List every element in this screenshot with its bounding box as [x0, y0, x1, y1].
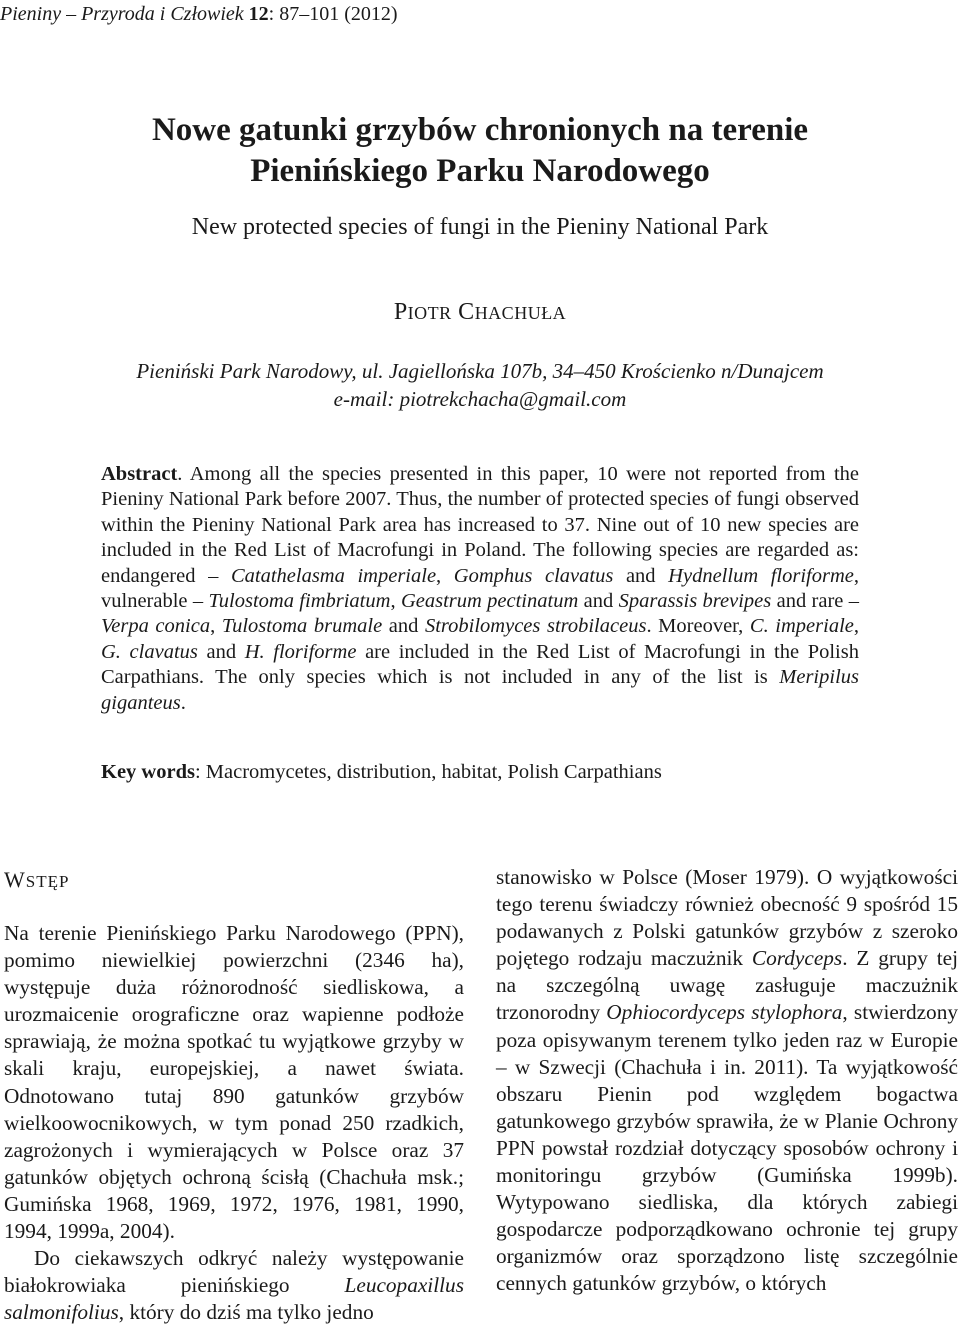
author-first-initial: P	[393, 299, 408, 325]
abstract-segment: , vulnerable –	[101, 564, 860, 613]
species-name: Hydnellum floriforme	[668, 564, 854, 587]
abstract-text	[101, 462, 859, 716]
paper-title-polish	[0, 110, 960, 192]
species-name: G. clavatus	[101, 640, 198, 663]
paragraph-segment: , który do dziś ma tylko jedno	[118, 1300, 374, 1325]
journal-pages-year: : 87–101 (2012)	[268, 3, 398, 25]
abstract-segment: and	[197, 640, 245, 663]
affiliation-address: Pieniński Park Narodowy, ul. Jagiellońska 107b, 34–450 Krościenko n/Dunajcem	[136, 359, 824, 383]
abstract-segment: and	[578, 590, 619, 613]
paragraph-segment: . Z grupy tej na szczególną uwagę zasługuje maczużnik trzonorodny	[496, 946, 959, 1025]
title-line-2: Pienińskiego Parku Narodowego	[250, 153, 710, 189]
journal-name: Pieniny – Przyroda i Człowiek	[0, 3, 244, 25]
author-name	[0, 297, 960, 328]
abstract-segment: and rare –	[771, 590, 860, 613]
journal-header	[0, 1, 960, 27]
paragraph-segment: stanowisko w Polsce (Moser 1979). O wyjątkowości tego terenu świadczy również obecność 9 spośród 15 podawanych z Polski gatunków grzybów z szeroko pojętego rodzaju maczużnik	[496, 865, 958, 971]
abstract-segment: .	[180, 691, 186, 714]
paper-title-english: New protected species of fungi in the Pieniny National Park	[191, 214, 769, 240]
species-name: Gomphus clavatus	[453, 564, 614, 587]
body-paragraph-1: Na terenie Pienińskiego Parku Narodowego (PPN), pomimo niewielkiej powierzchni (2346 ha), występuje duża różnorodność siedliskowa, a urozmaicenie orograficzne oraz wapienne podłoże sprawiają, że można spotkać tu wyjątkowe grzyby w skali kraju, europejskiej, a nawet świata. Odnotowano tutaj 890 gatunków grzybów wielkoowocnikowych, w tym ponad 250 rzadkich, zagrożonych i wymierających w Polsce oraz 37 gatunków objętych ochroną ścisłą (Chachuła msk.; Gumińska 1968, 1969, 1972, 1976, 1981, 1990, 1994, 1999a, 2004).	[4, 921, 464, 1244]
species-name: Leucopaxillus salmonifolius	[4, 1273, 464, 1325]
body-column-right	[496, 864, 958, 1298]
journal-volume: 12	[248, 3, 269, 25]
abstract-segment: . Among all the species presented in this paper, 10 were not reported from the Pieniny National Park before 2007. Thus, the number of protected species of fungi observed within the Pieniny National Park area has increased to 37. Nine out of 10 new species are included in the Red List of Macrofungi in Poland. The following species are regarded as: endangered –	[101, 463, 859, 587]
title-line-1: Nowe gatunki grzybów chronionych na terenie	[151, 112, 809, 148]
species-name: Ophiocordyceps stylophora	[606, 1000, 843, 1025]
affiliation-email: e-mail: piotrekchacha@gmail.com	[333, 387, 627, 411]
species-name: Strobilomyces strobilaceus	[424, 615, 647, 638]
abstract-label: Abstract	[101, 463, 178, 485]
keywords	[101, 758, 859, 786]
species-name: Cordyceps	[751, 946, 843, 971]
body-paragraph-2	[4, 1245, 464, 1326]
species-name: Verpa conica	[101, 615, 211, 638]
species-name: C. imperiale	[749, 615, 854, 638]
abstract-segment: ,	[436, 564, 454, 587]
section-initial: W	[4, 867, 26, 892]
abstract-segment: are included in the Red List of Macrofungi in the Polish Carpathians. The only species which is not included in any of the list is	[101, 640, 859, 689]
keywords-label: Key words	[101, 761, 195, 783]
author-last-initial: C	[458, 299, 475, 325]
paragraph-segment: Do ciekawszych odkryć należy występowanie białokrowiaka pienińskiego	[4, 1246, 464, 1298]
abstract	[101, 462, 859, 716]
species-name: Sparassis brevipes	[618, 590, 772, 613]
abstract-segment: and	[613, 564, 669, 587]
paragraph-segment: , stwierdzony poza opisywanym terenem tylko jeden raz w Europie – w Szwecji (Chachuła i in. 2011). Ta wyjątkowość obszaru Pienin pod względem bogactwa gatunkowego grzybów sprawiła, że w Planie Ochrony PPN powstał rozdział dotyczący sposobów ochrony i monitoringu grzybów (Gumińska 1999b). Wytypowano siedliska, dla których zabiegi gospodarcze podporządkowano ochronie tej grupy organizmów oraz sporządzono listę szczególnie cennych gatunków grzybów, o których	[496, 1000, 959, 1296]
species-name: Geastrum pectinatum	[400, 590, 579, 613]
author-affiliation	[0, 357, 960, 413]
abstract-segment: . Moreover,	[646, 615, 750, 638]
abstract-segment: ,	[210, 615, 222, 638]
species-name: Meripilus giganteus	[101, 666, 859, 714]
keywords-text: : Macromycetes, distribution, habitat, Polish Carpathians	[194, 761, 662, 783]
species-name: Catathelasma imperiale	[230, 564, 437, 587]
body-paragraph-continued	[496, 864, 958, 1298]
species-name: Tulostoma fimbriatum	[208, 590, 391, 613]
author-first-rest: IOTR	[407, 303, 452, 323]
author-last-rest: HACHUŁA	[474, 303, 567, 323]
species-name: H. floriforme	[244, 640, 357, 663]
abstract-segment: ,	[390, 590, 401, 613]
title-block	[0, 110, 960, 192]
abstract-segment: ,	[853, 615, 859, 638]
section-rest: STĘP	[25, 872, 70, 891]
species-name: Tulostoma brumale	[221, 615, 383, 638]
abstract-segment: and	[382, 615, 425, 638]
section-heading-wstep	[4, 866, 69, 896]
body-column-left	[4, 920, 464, 1326]
